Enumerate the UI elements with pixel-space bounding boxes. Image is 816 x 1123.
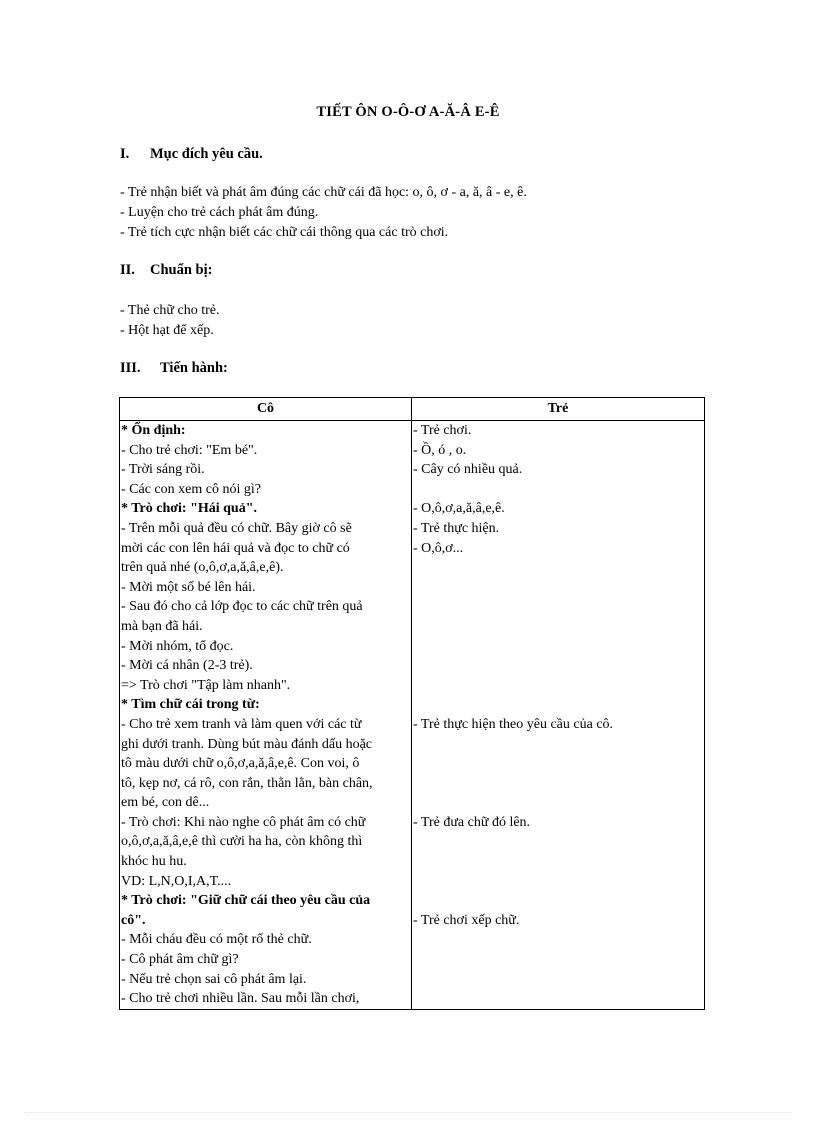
section-1-heading	[120, 146, 263, 163]
co-line: ghi dưới tranh. Dùng bút màu đánh dấu hoặc	[121, 736, 372, 752]
co-line: - Trên mỗi quả đều có chữ. Bây giờ cô sẽ	[121, 520, 352, 536]
co-line: - Sau đó cho cả lớp đọc to các chữ trên quả	[121, 599, 363, 615]
co-line: - Cho trẻ chơi nhiều lần. Sau mỗi lần chơi,	[121, 991, 360, 1007]
co-line: - Mời nhóm, tổ đọc.	[121, 638, 234, 654]
tre-line: - Trẻ chơi xếp chữ.	[413, 912, 520, 928]
co-line: * Tìm chữ cái trong từ:	[121, 697, 260, 713]
co-line: * Trò chơi: "Hái quả".	[121, 501, 257, 517]
tre-spacer	[413, 852, 704, 872]
tre-spacer	[413, 754, 704, 774]
tre-spacer	[413, 480, 704, 500]
section-1-line: - Luyện cho trẻ cách phát âm đúng.	[120, 205, 319, 220]
co-activity-cell	[120, 421, 412, 1010]
column-header-tre: Trẻ	[412, 398, 705, 421]
section-1-number: I.	[120, 146, 130, 162]
tre-spacer	[413, 676, 704, 696]
section-3-title: Tiến hành:	[160, 360, 228, 376]
section-2-line: - Thẻ chữ cho trẻ.	[120, 303, 220, 318]
co-line: cô".	[121, 912, 146, 928]
co-line: mời các con lên hái quả và đọc to chữ có	[121, 540, 350, 556]
tre-response-cell	[412, 421, 705, 1010]
lesson-table	[119, 397, 705, 1010]
tre-spacer	[413, 637, 704, 657]
tre-spacer	[413, 578, 704, 598]
co-line: - Mời cá nhân (2-3 trẻ).	[121, 658, 253, 674]
tre-spacer	[413, 774, 704, 794]
page-title: TIẾT ÔN O-Ô-Ơ A-Ă-Â E-Ê	[316, 104, 500, 120]
co-line: - Trời sáng rồi.	[121, 462, 205, 478]
co-line: * Trò chơi: "Giữ chữ cái theo yêu cầu của	[121, 893, 371, 909]
tre-spacer	[413, 872, 704, 892]
tre-spacer	[413, 695, 704, 715]
co-line: tô, kẹp nơ, cá rô, con rắn, thằn lằn, bàn chân,	[121, 775, 373, 791]
tre-spacer	[413, 617, 704, 637]
tre-spacer	[413, 735, 704, 755]
co-line: - Các con xem cô nói gì?	[121, 481, 261, 497]
tre-spacer	[413, 558, 704, 578]
tre-line: - O,ô,ơ...	[413, 540, 464, 556]
section-2-number: II.	[120, 262, 135, 278]
tre-spacer	[413, 891, 704, 911]
co-line: - Nếu trẻ chọn sai cô phát âm lại.	[121, 971, 307, 987]
tre-spacer	[413, 597, 704, 617]
tre-line: - Trẻ thực hiện theo yêu cầu của cô.	[413, 716, 614, 732]
co-line: - Trò chơi: Khi nào nghe cô phát âm có chữ	[121, 814, 366, 830]
co-line: tô màu dưới chữ o,ô,ơ,a,ă,â,e,ê. Con voi, ô	[121, 756, 360, 772]
co-line: em bé, con dê...	[121, 795, 210, 811]
co-line: trên quả nhé (o,ô,ơ,a,ă,â,e,ê).	[121, 560, 284, 576]
co-line: VD: L,N,O,I,A,T....	[121, 873, 232, 889]
co-line: o,ô,ơ,a,ă,â,e,ê thì cười ha ha, còn không thì	[121, 834, 363, 850]
co-line: mà bạn đã hái.	[121, 618, 203, 634]
section-2-heading	[120, 262, 212, 279]
table-header-row	[120, 398, 705, 421]
section-1-title: Mục đích yêu cầu.	[150, 146, 263, 162]
co-line: - Mời một số bé lên hái.	[121, 579, 256, 595]
table-row	[120, 421, 705, 1010]
co-line: * Ổn định:	[121, 423, 186, 438]
section-3-number: III.	[120, 360, 141, 376]
section-1-line: - Trẻ tích cực nhận biết các chữ cái thông qua các trò chơi.	[120, 225, 449, 240]
co-line: - Cho trẻ chơi: "Em bé".	[121, 442, 258, 458]
section-1-line: - Trẻ nhận biết và phát âm đúng các chữ cái đã học: o, ô, ơ - a, ă, â - e, ê.	[120, 185, 527, 200]
co-line: => Trò chơi "Tập làm nhanh".	[121, 677, 291, 693]
co-line: - Mỗi cháu đều có một rổ thẻ chữ.	[121, 932, 312, 948]
tre-line: - Trẻ đưa chữ đó lên.	[413, 814, 531, 830]
tre-line: - Trẻ thực hiện.	[413, 520, 500, 536]
tre-line: - O,ô,ơ,a,ă,â,e,ê.	[413, 501, 505, 517]
tre-spacer	[413, 656, 704, 676]
section-3-heading	[120, 360, 228, 377]
section-2-line: - Hột hạt để xếp.	[120, 323, 214, 338]
tre-spacer	[413, 832, 704, 852]
tre-line: - Trẻ chơi.	[413, 423, 472, 438]
tre-line: - Ồ, ó , o.	[413, 442, 467, 458]
tre-line: - Cây có nhiều quả.	[413, 462, 523, 478]
co-line: - Cô phát âm chữ gì?	[121, 952, 239, 968]
tre-spacer	[413, 793, 704, 813]
column-header-co: Cô	[120, 398, 412, 421]
page-bottom-edge	[24, 1112, 792, 1113]
co-line: - Cho trẻ xem tranh và làm quen với các từ	[121, 716, 362, 732]
co-line: khóc hu hu.	[121, 854, 187, 870]
section-2-title: Chuẩn bị:	[150, 262, 213, 278]
